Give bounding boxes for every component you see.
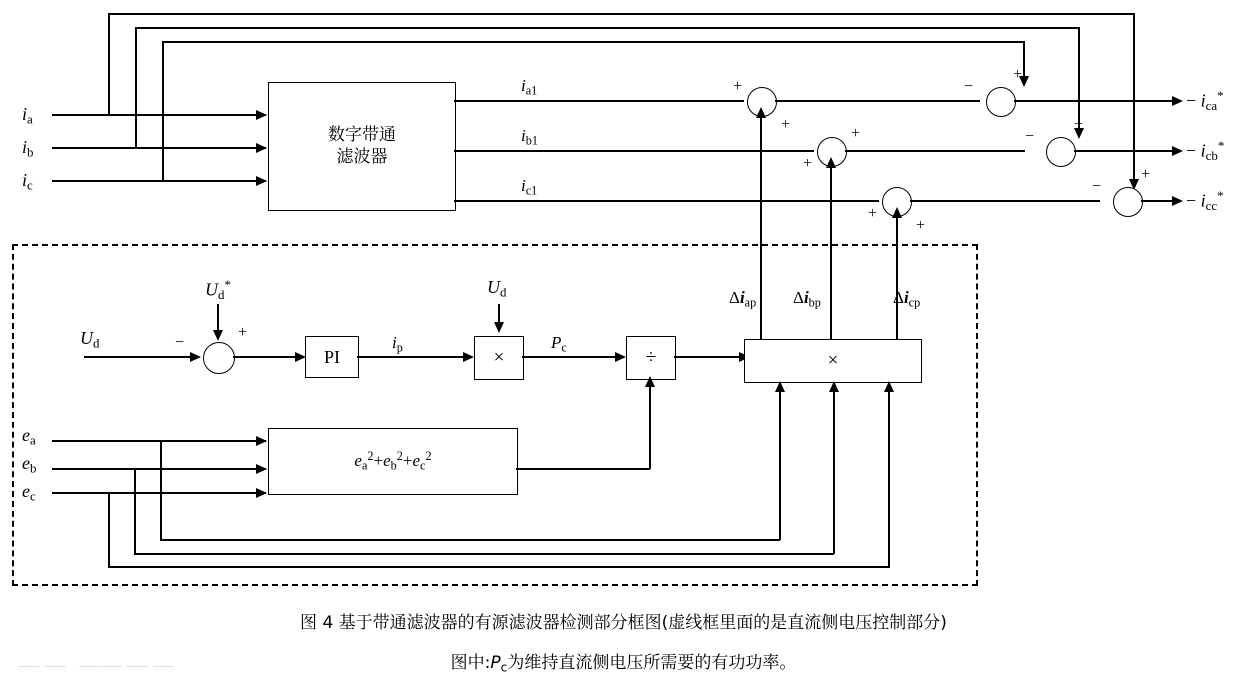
input-label-ud-ref: $U_d^*$: [205, 277, 231, 303]
arrow-dibp: [826, 157, 836, 168]
rail-top-a: [108, 13, 1134, 15]
summer-b2: [1046, 137, 1076, 167]
summer-c2: [1113, 187, 1143, 217]
bandpass-filter-line1: 数字带通: [328, 125, 396, 146]
arrow-out-b: [1172, 146, 1183, 156]
rail-top-c: [162, 41, 1024, 43]
sign-c2-top: +: [1141, 166, 1151, 183]
sum-of-squares-label: $e_a^2+e_b^2+e_c^2$: [354, 449, 432, 473]
wire-out-b: [1074, 150, 1180, 152]
arrow-ud-mult: [494, 322, 504, 333]
output-label-ica: − $i_{ca}^*$: [1186, 88, 1224, 114]
arrow-ud-ref: [213, 330, 223, 341]
arrow-ia-in: [256, 110, 267, 120]
wire-b1-to-b2: [845, 150, 1025, 152]
arrow-to-divide: [615, 352, 626, 362]
output-label-icc: − $i_{cc}^*$: [1186, 188, 1224, 214]
divide-block: [626, 336, 676, 380]
multiply-block-1: [474, 336, 524, 380]
wire-ic1: [454, 200, 879, 202]
multiply-block-2: [744, 339, 922, 383]
wire-mult-to-div: [522, 356, 620, 358]
caption-symbol-sub: c: [500, 660, 508, 675]
caption-rest: 为维持直流侧电压所需要的有功功率。: [507, 653, 797, 673]
caption-symbol: P: [490, 653, 501, 673]
arrow-out-a: [1172, 96, 1183, 106]
tap-ic-up: [162, 41, 164, 181]
wire-out-a: [1014, 100, 1180, 102]
tap-ea-down: [160, 440, 162, 540]
input-label-ic: $i_c$: [22, 170, 33, 193]
wire-ea-in: [52, 440, 266, 442]
signal-label-pc: $P_c$: [551, 333, 567, 355]
wire-ud-ref: [217, 304, 219, 332]
input-label-ec: $e_c$: [22, 481, 36, 504]
input-label-ib: $i_b$: [22, 137, 34, 160]
signal-label-ic1: $i_{c1}$: [521, 176, 538, 198]
summer-a2: [986, 87, 1016, 117]
wire-sumsq-up: [649, 384, 651, 469]
input-label-ea: $e_a$: [22, 425, 36, 448]
figure-caption-line1: 图 4 基于带通滤波器的有源滤波器检测部分框图(虚线框里面的是直流侧电压控制部分): [300, 613, 947, 633]
sign-b2-top: +: [1074, 116, 1084, 133]
signal-label-dibp: $\Delta i_{bp}$: [793, 288, 821, 310]
arrow-ec-in: [256, 488, 267, 498]
bandpass-filter-block: [268, 82, 456, 211]
pi-label: PI: [323, 346, 340, 367]
wire-div-to-mult2: [674, 356, 744, 358]
arrow-ea-in: [256, 436, 267, 446]
wire-pi-to-mult: [357, 356, 469, 358]
wire-ec-in: [52, 492, 266, 494]
rail-bottom-a: [160, 539, 780, 541]
figure-caption-line2: [0, 648, 1247, 674]
signal-label-ib1: $i_{b1}$: [521, 126, 538, 148]
wire-dicp-up: [896, 213, 898, 339]
wire-sumsq-out: [516, 468, 650, 470]
arrow-ea-mult2: [775, 381, 785, 392]
wire-a1-to-a2: [775, 100, 980, 102]
scan-artifact: ⸺ ⸺ ⸺⸺ ⸺ ⸺: [18, 659, 175, 674]
input-label-ia: $i_a$: [22, 104, 33, 127]
sign-a2-in: −: [964, 78, 974, 95]
wire-diap-up: [760, 113, 762, 339]
tap-ia-up: [108, 13, 110, 115]
wire-ia-in: [52, 114, 266, 116]
output-label-icb: − $i_{cb}^*$: [1186, 138, 1225, 164]
sum-of-squares-block: [268, 428, 518, 495]
sign-a2-top: +: [1013, 66, 1023, 83]
tap-ec-down: [108, 492, 110, 566]
sign-a1-in: +: [733, 78, 743, 95]
sign-a1-bottom: +: [781, 116, 791, 133]
sign-b1-bottom: +: [851, 125, 861, 142]
wire-ic-in: [52, 180, 266, 182]
wire-ud-in: [84, 356, 194, 358]
tap-eb-down: [134, 468, 136, 554]
arrow-sumsq-to-divide: [645, 376, 655, 387]
wire-eb-in: [52, 468, 266, 470]
multiply-2-label: ×: [827, 350, 839, 372]
sign-b2-in: −: [1025, 128, 1035, 145]
wire-ib-in: [52, 147, 266, 149]
sign-ud-plus: +: [238, 324, 248, 341]
arrow-ic-in: [256, 176, 267, 186]
arrow-ec-mult2: [884, 381, 894, 392]
arrow-out-c: [1172, 196, 1183, 206]
arrow-dicp: [892, 207, 902, 218]
caption-prefix: 图中:: [450, 653, 491, 673]
wire-ec-to-mult2: [888, 389, 890, 567]
sign-b1-in: +: [803, 155, 813, 172]
bandpass-filter-line2: 滤波器: [336, 146, 388, 167]
tap-ib-up: [135, 27, 137, 148]
pi-controller-block: [305, 336, 359, 378]
sign-c1-bottom: +: [916, 217, 926, 234]
summer-dc: [203, 342, 235, 374]
multiply-1-label: ×: [493, 347, 505, 369]
rail-bottom-c: [108, 566, 890, 568]
arrow-eb-mult2: [829, 381, 839, 392]
rail-top-b: [135, 27, 1079, 29]
divide-label: ÷: [645, 347, 657, 369]
signal-label-ip: $i_p$: [392, 333, 403, 355]
arrow-diap: [756, 107, 766, 118]
sign-c2-in: −: [1092, 178, 1102, 195]
sign-c1-in: +: [868, 205, 878, 222]
sign-ud-minus: −: [175, 334, 185, 351]
input-label-ud-mult: $U_d$: [487, 277, 507, 300]
signal-label-dicp: $\Delta i_{cp}$: [893, 288, 921, 310]
wire-ia1: [454, 100, 744, 102]
signal-label-diap: $\Delta i_{ap}$: [729, 288, 757, 310]
arrow-to-mult1: [463, 352, 474, 362]
signal-label-ia1: $i_{a1}$: [521, 76, 538, 98]
arrow-ib-in: [256, 143, 267, 153]
arrow-ud-in: [190, 352, 201, 362]
input-label-ud: $U_d$: [80, 328, 100, 351]
wire-summer-to-pi: [233, 356, 300, 358]
wire-c1-to-c2: [910, 200, 1100, 202]
rail-bottom-b: [134, 553, 834, 555]
arrow-eb-in: [256, 464, 267, 474]
wire-dibp-up: [830, 163, 832, 339]
wire-ea-to-mult2: [779, 389, 781, 540]
wire-eb-to-mult2: [833, 389, 835, 554]
input-label-eb: $e_b$: [22, 453, 37, 476]
